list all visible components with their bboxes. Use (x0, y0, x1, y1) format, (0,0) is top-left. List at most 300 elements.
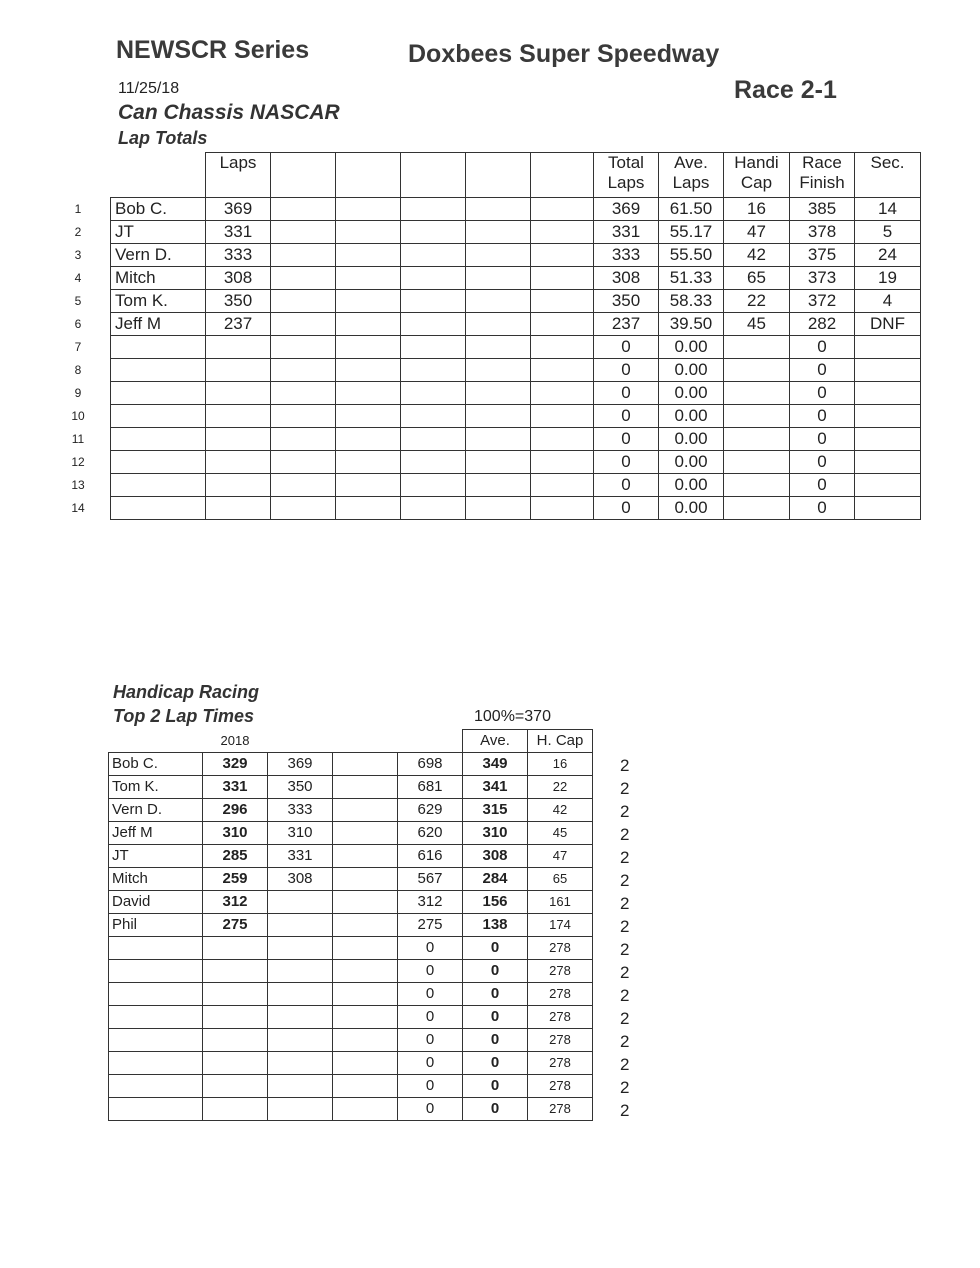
empty-cell (271, 313, 336, 336)
ave-value: 0 (463, 960, 528, 983)
driver-name (109, 1098, 203, 1121)
row-number: 1 (74, 202, 82, 216)
lap-totals-row (111, 221, 921, 244)
driver-name (111, 405, 206, 428)
race-count: 2 (620, 825, 630, 844)
total-value: 0 (398, 983, 463, 1006)
laps-value: 237 (206, 313, 271, 336)
laps-value (206, 474, 271, 497)
ave-laps-value: 51.33 (659, 267, 724, 290)
track-title: Doxbees Super Speedway (408, 40, 720, 68)
empty-cell (531, 267, 594, 290)
total-value: 0 (398, 960, 463, 983)
empty-cell (401, 474, 466, 497)
handicap-value: 22 (724, 290, 790, 313)
race-count: 2 (620, 940, 630, 959)
sec-value (855, 359, 921, 382)
total-laps-value: 0 (594, 405, 659, 428)
row-number: 14 (71, 501, 85, 515)
sec-value: DNF (855, 313, 921, 336)
total-value: 0 (398, 1029, 463, 1052)
driver-name: JT (111, 221, 206, 244)
total-laps-value: 333 (594, 244, 659, 267)
ave-laps-value: 55.17 (659, 221, 724, 244)
driver-name: Bob C. (111, 198, 206, 221)
hcap-header: H. Cap (528, 730, 593, 753)
row-number: 12 (71, 455, 85, 469)
empty-cell (333, 914, 398, 937)
handicap-value (724, 428, 790, 451)
lap-totals-row (111, 313, 921, 336)
lap-time-2018: 329 (203, 753, 268, 776)
handicap-row (109, 937, 593, 960)
sec-header: Sec. (855, 153, 921, 198)
lap-totals-row (111, 244, 921, 267)
empty-cell (336, 290, 401, 313)
handicap-value (724, 474, 790, 497)
row-number: 3 (74, 248, 82, 262)
handicap-header: Handi Cap (724, 153, 790, 198)
empty-cell (336, 198, 401, 221)
ave-laps-value: 0.00 (659, 405, 724, 428)
ave-laps-header: Ave. Laps (659, 153, 724, 198)
lap-time-2018 (203, 1006, 268, 1029)
driver-name (111, 428, 206, 451)
empty-cell (333, 960, 398, 983)
empty-cell (401, 497, 466, 520)
empty-cell (336, 497, 401, 520)
race-count: 2 (620, 1009, 630, 1028)
sec-value (855, 474, 921, 497)
driver-name (111, 474, 206, 497)
hcap-value: 161 (528, 891, 593, 914)
total-laps-value: 369 (594, 198, 659, 221)
year-header: 2018 (220, 732, 250, 748)
total-value: 681 (398, 776, 463, 799)
race-finish-value: 378 (790, 221, 855, 244)
race-finish-value: 0 (790, 336, 855, 359)
ave-laps-value: 55.50 (659, 244, 724, 267)
hcap-value: 22 (528, 776, 593, 799)
handicap-value (724, 382, 790, 405)
empty-cell (466, 221, 531, 244)
lap-time-2018 (203, 1052, 268, 1075)
laps-value (206, 405, 271, 428)
empty-cell (531, 244, 594, 267)
laps-value: 350 (206, 290, 271, 313)
empty-cell (271, 451, 336, 474)
lap-time-best (268, 1075, 333, 1098)
handicap-row (109, 1098, 593, 1121)
handicap-value (724, 405, 790, 428)
lap-time-best (268, 983, 333, 1006)
driver-name (109, 937, 203, 960)
ave-value: 0 (463, 1075, 528, 1098)
total-laps-value: 0 (594, 428, 659, 451)
empty-cell (336, 221, 401, 244)
sec-value: 5 (855, 221, 921, 244)
race-finish-value: 0 (790, 451, 855, 474)
empty-cell (333, 753, 398, 776)
empty-cell (466, 474, 531, 497)
driver-name: Tom K. (111, 290, 206, 313)
lap-totals-row (111, 451, 921, 474)
driver-name: Phil (109, 914, 203, 937)
lap-totals-row (111, 336, 921, 359)
row-numbers (60, 198, 96, 520)
empty-cell (333, 799, 398, 822)
empty-cell (333, 1029, 398, 1052)
driver-name: Vern D. (109, 799, 203, 822)
lap-time-best: 369 (268, 753, 333, 776)
ave-value: 284 (463, 868, 528, 891)
row-number: 13 (71, 478, 85, 492)
empty-cell (271, 428, 336, 451)
hcap-value: 45 (528, 822, 593, 845)
lap-time-best (268, 914, 333, 937)
empty-cell (466, 497, 531, 520)
ave-value: 0 (463, 1052, 528, 1075)
lap-time-best (268, 937, 333, 960)
driver-name (109, 983, 203, 1006)
empty-cell (466, 405, 531, 428)
empty-cell (401, 267, 466, 290)
driver-name: Tom K. (109, 776, 203, 799)
empty-cell (466, 290, 531, 313)
empty-cell (401, 359, 466, 382)
sec-value (855, 405, 921, 428)
empty-cell (531, 198, 594, 221)
empty-cell (466, 451, 531, 474)
race-count: 2 (620, 848, 630, 867)
empty-cell (401, 198, 466, 221)
race-count: 2 (620, 917, 630, 936)
total-laps-header: Total Laps (594, 153, 659, 198)
ave-laps-value: 0.00 (659, 359, 724, 382)
lap-time-best: 333 (268, 799, 333, 822)
race-count: 2 (620, 756, 630, 775)
race-finish-value: 0 (790, 497, 855, 520)
empty-cell (336, 382, 401, 405)
hcap-value: 278 (528, 937, 593, 960)
race-finish-value: 385 (790, 198, 855, 221)
total-laps-value: 350 (594, 290, 659, 313)
hcap-value: 47 (528, 845, 593, 868)
lap-totals-header-row (111, 153, 921, 198)
empty-cell (531, 359, 594, 382)
sec-value (855, 336, 921, 359)
driver-name (109, 1075, 203, 1098)
driver-name (109, 1006, 203, 1029)
hcap-value: 278 (528, 960, 593, 983)
empty-cell (401, 382, 466, 405)
race-number: Race 2-1 (734, 76, 837, 104)
race-finish-value: 0 (790, 405, 855, 428)
ave-value: 349 (463, 753, 528, 776)
hcap-value: 278 (528, 1006, 593, 1029)
ave-laps-value: 0.00 (659, 451, 724, 474)
handicap-value: 47 (724, 221, 790, 244)
empty-cell (401, 313, 466, 336)
lap-time-2018: 285 (203, 845, 268, 868)
lap-time-2018 (203, 983, 268, 1006)
driver-name (111, 359, 206, 382)
lap-time-best: 350 (268, 776, 333, 799)
handicap-value: 45 (724, 313, 790, 336)
total-value: 0 (398, 937, 463, 960)
ave-laps-value: 0.00 (659, 474, 724, 497)
empty-cell (271, 497, 336, 520)
total-laps-value: 308 (594, 267, 659, 290)
total-laps-value: 0 (594, 359, 659, 382)
empty-cell (271, 336, 336, 359)
empty-cell (271, 244, 336, 267)
ave-header: Ave. (463, 730, 528, 753)
driver-name (109, 1029, 203, 1052)
row-number: 7 (74, 340, 82, 354)
hcap-value: 174 (528, 914, 593, 937)
class-title: Can Chassis NASCAR (118, 101, 340, 124)
total-value: 620 (398, 822, 463, 845)
lap-totals-row (111, 474, 921, 497)
total-value: 0 (398, 1075, 463, 1098)
empty-cell (531, 313, 594, 336)
handicap-row (109, 1029, 593, 1052)
sec-value: 24 (855, 244, 921, 267)
handicap-row (109, 753, 593, 776)
lap-time-best: 310 (268, 822, 333, 845)
handicap-row (109, 1052, 593, 1075)
empty-cell (531, 451, 594, 474)
empty-cell (271, 267, 336, 290)
total-laps-value: 331 (594, 221, 659, 244)
driver-name: Bob C. (109, 753, 203, 776)
lap-time-best (268, 1098, 333, 1121)
empty-cell (466, 267, 531, 290)
lap-time-best (268, 1006, 333, 1029)
hcap-value: 278 (528, 983, 593, 1006)
row-number: 11 (71, 432, 85, 446)
total-value: 567 (398, 868, 463, 891)
hcap-value: 278 (528, 1029, 593, 1052)
lap-totals-row (111, 497, 921, 520)
ave-laps-value: 0.00 (659, 497, 724, 520)
row-number: 9 (74, 386, 82, 400)
total-laps-value: 0 (594, 336, 659, 359)
empty-cell (336, 267, 401, 290)
lap-time-2018: 296 (203, 799, 268, 822)
handicap-row (109, 960, 593, 983)
race-count: 2 (620, 1055, 630, 1074)
lap-time-2018 (203, 1098, 268, 1121)
empty-cell (271, 221, 336, 244)
empty-cell (333, 822, 398, 845)
empty-cell (333, 1098, 398, 1121)
total-value: 312 (398, 891, 463, 914)
empty-cell (333, 776, 398, 799)
empty-cell (333, 891, 398, 914)
handicap-row (109, 822, 593, 845)
ave-laps-value: 61.50 (659, 198, 724, 221)
total-laps-value: 0 (594, 474, 659, 497)
empty-cell (336, 451, 401, 474)
total-value: 698 (398, 753, 463, 776)
empty-cell (333, 1075, 398, 1098)
handicap-row (109, 914, 593, 937)
handicap-row (109, 1006, 593, 1029)
handicap-title: Handicap Racing (113, 682, 260, 702)
empty-cell (336, 428, 401, 451)
total-value: 275 (398, 914, 463, 937)
laps-value (206, 428, 271, 451)
lap-totals-heading: Lap Totals (118, 128, 208, 148)
race-finish-value: 373 (790, 267, 855, 290)
total-value: 616 (398, 845, 463, 868)
laps-value: 333 (206, 244, 271, 267)
lap-time-2018: 312 (203, 891, 268, 914)
total-laps-value: 0 (594, 497, 659, 520)
empty-cell (336, 359, 401, 382)
handicap-row (109, 845, 593, 868)
ave-value: 310 (463, 822, 528, 845)
lap-time-2018: 275 (203, 914, 268, 937)
driver-name (111, 451, 206, 474)
driver-name: Jeff M (111, 313, 206, 336)
laps-header: Laps (206, 153, 271, 198)
race-count: 2 (620, 802, 630, 821)
lap-totals-table (110, 152, 921, 520)
race-count: 2 (620, 986, 630, 1005)
hcap-value: 278 (528, 1075, 593, 1098)
empty-cell (401, 221, 466, 244)
sec-value (855, 497, 921, 520)
laps-value (206, 497, 271, 520)
total-value: 0 (398, 1098, 463, 1121)
lap-time-2018: 259 (203, 868, 268, 891)
handicap-value: 42 (724, 244, 790, 267)
empty-cell (401, 290, 466, 313)
ave-value: 315 (463, 799, 528, 822)
lap-time-best (268, 891, 333, 914)
ave-laps-value: 58.33 (659, 290, 724, 313)
empty-cell (336, 313, 401, 336)
row-number: 6 (74, 317, 82, 331)
race-finish-header: Race Finish (790, 153, 855, 198)
race-count: 2 (620, 1032, 630, 1051)
row-number: 5 (74, 294, 82, 308)
race-finish-value: 0 (790, 359, 855, 382)
laps-value (206, 382, 271, 405)
race-finish-value: 0 (790, 428, 855, 451)
handicap-value: 16 (724, 198, 790, 221)
row-number: 10 (71, 409, 85, 423)
driver-name: Mitch (111, 267, 206, 290)
hcap-value: 65 (528, 868, 593, 891)
empty-cell (271, 198, 336, 221)
lap-time-best (268, 1052, 333, 1075)
race-count: 2 (620, 1101, 630, 1120)
race-finish-value: 375 (790, 244, 855, 267)
race-finish-value: 372 (790, 290, 855, 313)
total-value: 0 (398, 1006, 463, 1029)
handicap-header-row (109, 730, 593, 753)
empty-cell (401, 336, 466, 359)
percent-note: 100%=370 (474, 708, 551, 725)
series-title: NEWSCR Series (116, 36, 310, 64)
ave-laps-value: 0.00 (659, 428, 724, 451)
hcap-value: 278 (528, 1098, 593, 1121)
handicap-value (724, 497, 790, 520)
lap-time-best: 331 (268, 845, 333, 868)
empty-cell (333, 868, 398, 891)
empty-cell (531, 405, 594, 428)
lap-totals-row (111, 267, 921, 290)
laps-value: 369 (206, 198, 271, 221)
race-finish-value: 282 (790, 313, 855, 336)
empty-cell (401, 244, 466, 267)
empty-cell (336, 336, 401, 359)
empty-cell (333, 1052, 398, 1075)
ave-value: 0 (463, 1006, 528, 1029)
driver-name: Jeff M (109, 822, 203, 845)
empty-cell (531, 497, 594, 520)
ave-value: 138 (463, 914, 528, 937)
ave-laps-value: 39.50 (659, 313, 724, 336)
driver-name (111, 336, 206, 359)
empty-cell (531, 474, 594, 497)
empty-cell (401, 428, 466, 451)
lap-time-2018 (203, 1075, 268, 1098)
sec-value (855, 428, 921, 451)
empty-cell (531, 221, 594, 244)
empty-cell (271, 382, 336, 405)
handicap-table (108, 729, 593, 1121)
handicap-row (109, 799, 593, 822)
handicap-row (109, 983, 593, 1006)
handicap-subtitle: Top 2 Lap Times (113, 706, 255, 726)
race-count: 2 (620, 963, 630, 982)
empty-cell (531, 382, 594, 405)
empty-cell (401, 405, 466, 428)
hcap-value: 42 (528, 799, 593, 822)
ave-value: 0 (463, 983, 528, 1006)
empty-cell (271, 474, 336, 497)
handicap-value (724, 359, 790, 382)
laps-value (206, 359, 271, 382)
lap-time-2018 (203, 937, 268, 960)
empty-cell (466, 428, 531, 451)
lap-totals-row (111, 405, 921, 428)
race-count: 2 (620, 779, 630, 798)
total-value: 0 (398, 1052, 463, 1075)
lap-time-2018 (203, 1029, 268, 1052)
driver-name (111, 497, 206, 520)
lap-time-best: 308 (268, 868, 333, 891)
empty-cell (466, 382, 531, 405)
empty-cell (466, 359, 531, 382)
lap-time-2018: 331 (203, 776, 268, 799)
handicap-value: 65 (724, 267, 790, 290)
empty-cell (466, 244, 531, 267)
race-finish-value: 0 (790, 474, 855, 497)
ave-laps-value: 0.00 (659, 382, 724, 405)
empty-cell (531, 290, 594, 313)
lap-totals-row (111, 359, 921, 382)
driver-name: David (109, 891, 203, 914)
handicap-row (109, 868, 593, 891)
empty-cell (466, 313, 531, 336)
race-count: 2 (620, 1078, 630, 1097)
